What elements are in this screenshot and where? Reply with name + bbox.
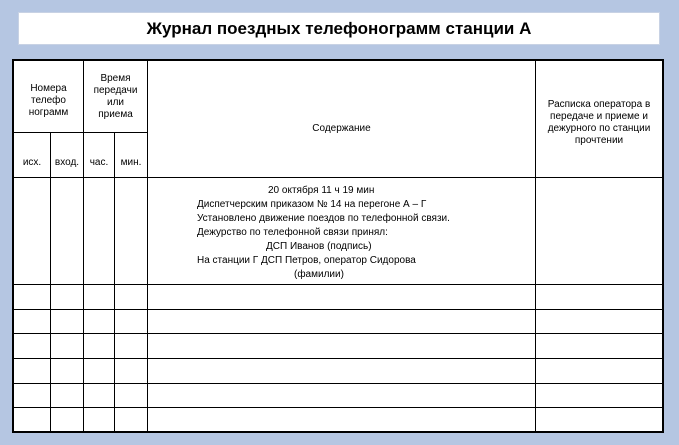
header-col-min: мин. — [120, 157, 142, 168]
header-receipt — [536, 99, 662, 147]
divider-h-row1 — [14, 309, 662, 310]
header-receipt-line-2: передаче и приеме и — [550, 111, 648, 122]
header-time-line-3: или — [106, 97, 124, 108]
header-numbers-line-3: нограмм — [28, 107, 69, 118]
entry-line-1: 20 октября 11 ч 19 мин — [268, 185, 375, 196]
header-col-hour: час. — [89, 157, 109, 168]
header-time-line-2: передачи — [93, 85, 138, 96]
divider-h-entry-bottom — [14, 284, 662, 285]
divider-h-row3 — [14, 358, 662, 359]
header-col-in: вход. — [54, 157, 80, 168]
header-content: Содержание — [312, 123, 371, 134]
header-time-line-4: приема — [98, 109, 133, 120]
header-numbers-line-2: телефо — [31, 95, 66, 106]
divider-h-row4 — [14, 383, 662, 384]
header-time-group — [84, 73, 147, 121]
divider-h-row2 — [14, 333, 662, 334]
journal-title: Журнал поездных телефонограмм станции А — [18, 12, 660, 45]
divider-h-row5 — [14, 407, 662, 408]
header-time-line-1: Время — [100, 73, 131, 84]
divider-h-header-bottom — [14, 177, 662, 178]
journal-table — [12, 59, 664, 433]
entry-line-5: ДСП Иванов (подпись) — [266, 241, 372, 252]
entry-line-3: Установлено движение поездов по телефонной связи. — [197, 213, 450, 224]
divider-v-time-content — [147, 61, 148, 431]
entry-line-2: Диспетчерским приказом № 14 на перегоне А – Г — [197, 199, 427, 210]
header-receipt-line-4: прочтении — [574, 135, 624, 146]
entry-line-4: Дежурство по телефонной связи принял: — [197, 227, 388, 238]
header-receipt-line-3: дежурного по станции — [547, 123, 651, 134]
header-col-out: исх. — [22, 157, 42, 168]
entry-line-6: На станции Г ДСП Петров, оператор Сидорова — [197, 255, 416, 266]
header-receipt-line-1: Расписка оператора в — [547, 99, 651, 110]
header-numbers-group — [14, 83, 83, 119]
header-numbers-line-1: Номера — [30, 83, 67, 94]
entry-line-7: (фамилии) — [294, 269, 344, 280]
divider-h-subheader — [14, 132, 148, 133]
